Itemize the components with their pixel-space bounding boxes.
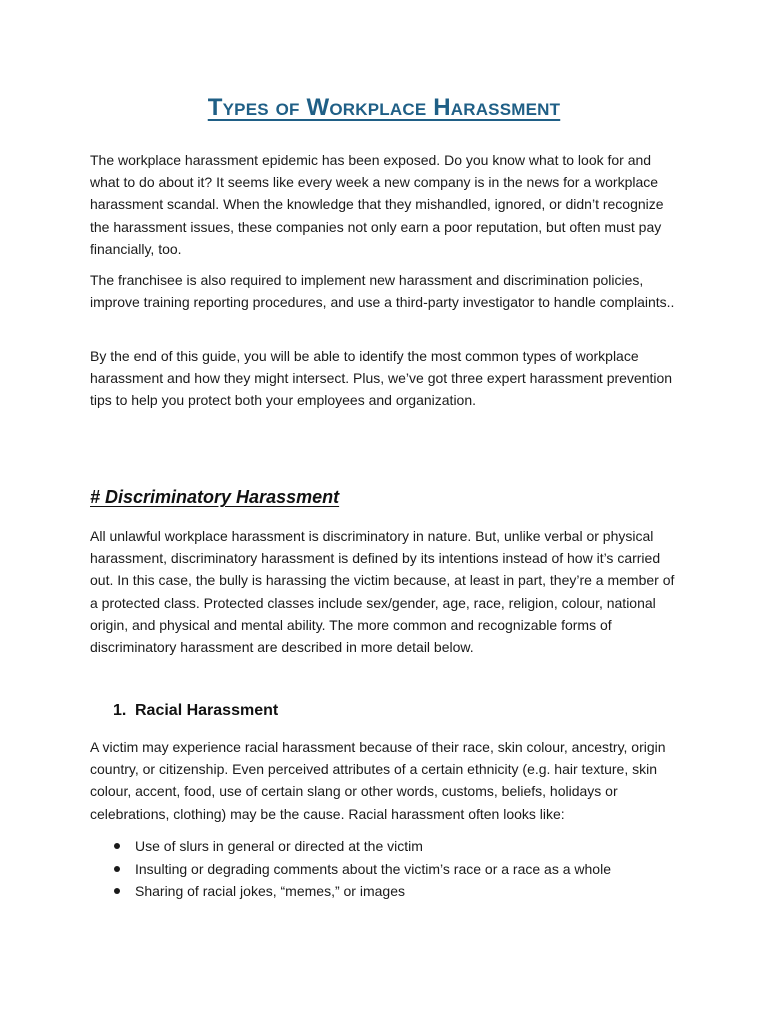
list-item-text: Insulting or degrading comments about the victim’s race or a race as a whole bbox=[135, 860, 611, 877]
intro-paragraph-3: By the end of this guide, you will be able to identify the most common types of workplace harassment and how they might intersect. Plus, we’ve got three expert harassment prevention tips to help you protect both your employees and organization. bbox=[90, 348, 673, 409]
bullet-icon bbox=[114, 866, 120, 872]
bullet-icon bbox=[114, 843, 120, 849]
document-title: Types of Workplace Harassment bbox=[207, 94, 561, 121]
section-heading-discriminatory: # Discriminatory Harassment bbox=[90, 487, 340, 507]
intro-paragraph-2: The franchisee is also required to implement new harassment and discrimination policies, improve training reporting procedures, and use a third-party investigator to handle complaints.. bbox=[90, 272, 675, 311]
subsection-number: 1. bbox=[113, 702, 127, 719]
section-paragraph: All unlawful workplace harassment is discriminatory in nature. But, unlike verbal or physical harassment, discriminatory harassment is defined by its intentions instead of how it’s carried out. In this case, the bully is harassing the victim because, at least in part, they’re a member of a protected class. Protected classes include sex/gender, age, race, religion, colour, national origin, and physical and mental ability. The more common and recognizable forms of discriminatory harassment are described in more detail below. bbox=[90, 528, 675, 656]
subsection-title: Racial Harassment bbox=[135, 702, 279, 719]
list-item bbox=[90, 880, 682, 903]
bullet-list bbox=[90, 835, 682, 903]
list-item bbox=[90, 835, 682, 858]
subsection-paragraph: A victim may experience racial harassment because of their race, skin colour, ancestry, origin country, or citizenship. Even perceived attributes of a certain ethnicity (e.g. hair texture, skin colour, accent, food, use of certain slang or other words, customs, beliefs, holidays or celebrations, clothing) may be the cause. Racial harassment often looks like: bbox=[90, 739, 666, 822]
list-item-text: Use of slurs in general or directed at the victim bbox=[135, 838, 423, 854]
subsection-heading-racial bbox=[113, 702, 278, 720]
bullet-icon bbox=[114, 888, 120, 894]
list-item-text: Sharing of racial jokes, “memes,” or images bbox=[135, 883, 405, 900]
list-item bbox=[90, 858, 682, 881]
intro-paragraph-1: The workplace harassment epidemic has been exposed. Do you know what to look for and what to do about it? It seems like every week a new company is in the news for a workplace harassment scandal. When the knowledge that they mishandled, ignored, or didn’t recognize the harassment issues, these companies not only earn a poor reputation, but often must pay financially, too. bbox=[90, 152, 664, 257]
